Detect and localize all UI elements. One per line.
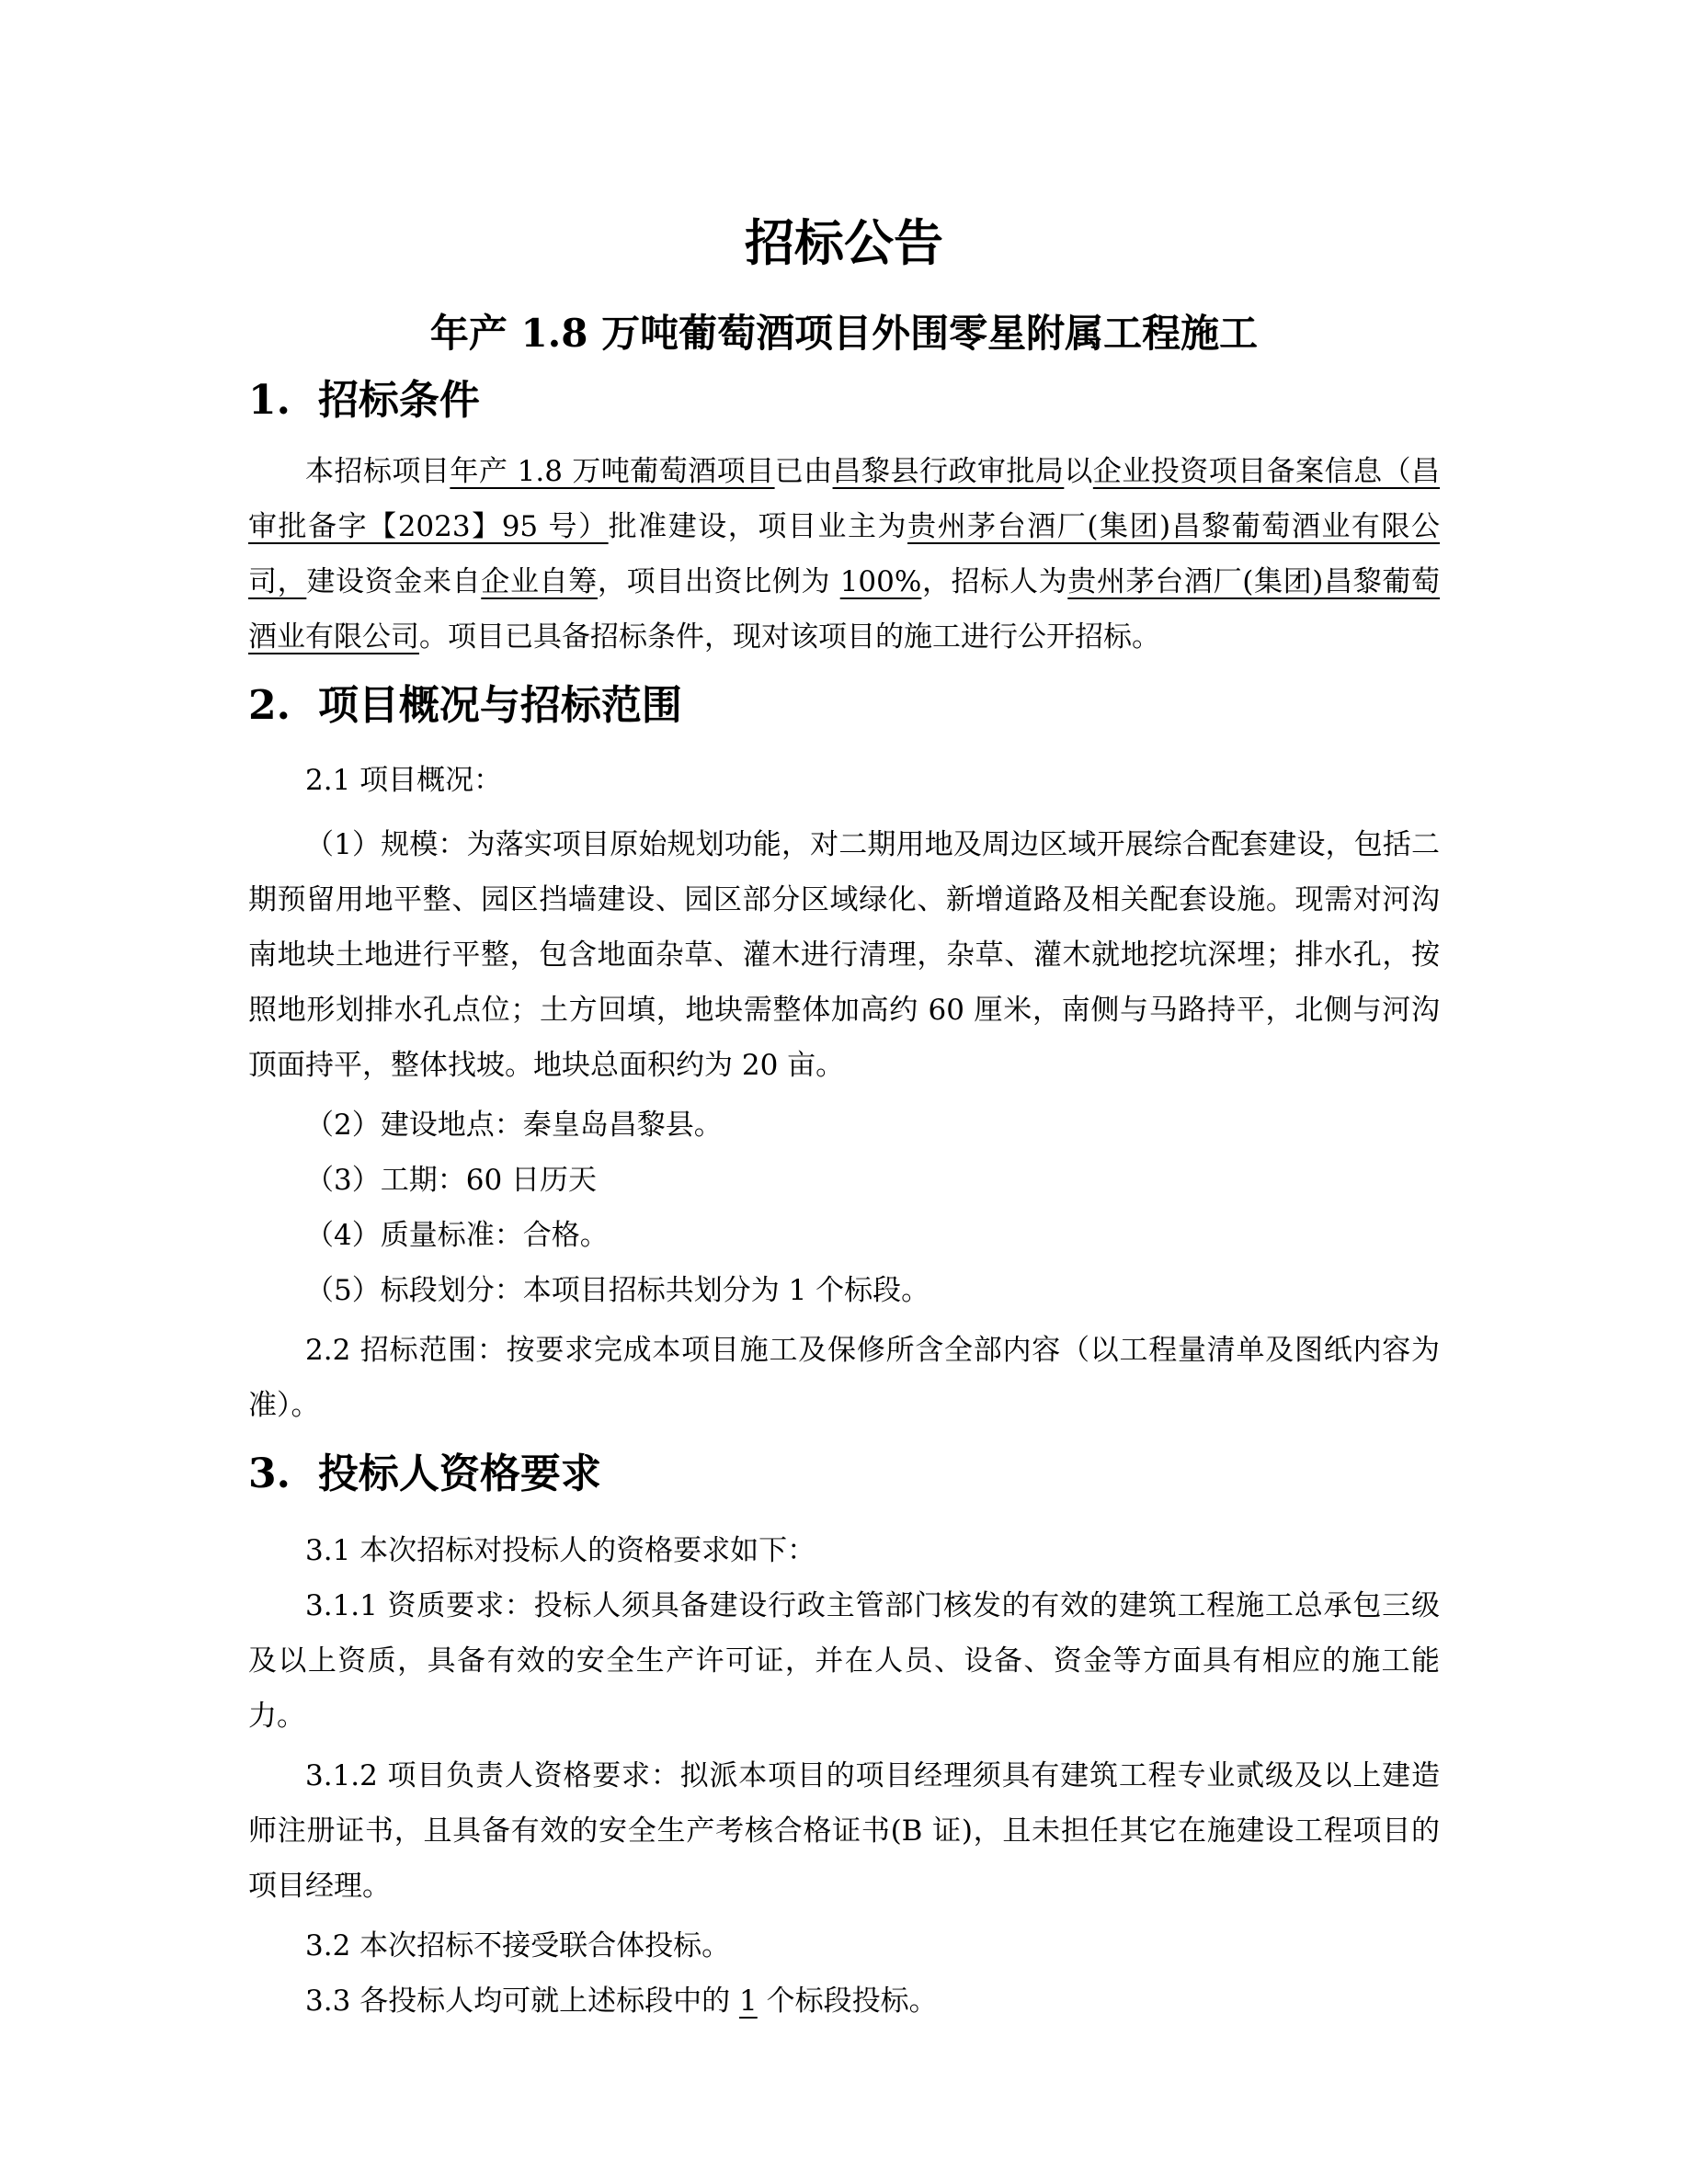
- underlined-text: 企业投资项目备案信息（昌审批备字【2023】95 号）: [248, 455, 1441, 543]
- text-run: 本招标项目: [305, 455, 451, 488]
- text-run: 3.3 各投标人均可就上述标段中的: [305, 1985, 740, 2018]
- text-run: 批准建设，项目业主为: [608, 510, 908, 543]
- section-3-title: 投标人资格要求: [317, 1450, 601, 1497]
- section-3-1-intro: 3.1 本次招标对投标人的资格要求如下：: [305, 1534, 816, 1567]
- text-run: 已由: [774, 455, 833, 488]
- text-run: ，招标人为: [921, 565, 1068, 598]
- section-3-1-1-qualification: 3.1.1 资质要求：投标人须具备建设行政主管部门核发的有效的建筑工程施工总承包三级及以上资质，具备有效的安全生产许可证，并在人员、设备、资金等方面具有相应的施工能力。: [248, 1589, 1440, 1733]
- section-1-number: 1.: [248, 377, 291, 424]
- text-run: 以: [1064, 455, 1093, 488]
- section-3-2-consortium: 3.2 本次招标不接受联合体投标。: [305, 1929, 731, 1962]
- section-2-heading: [248, 677, 1440, 734]
- underlined-text: 贵州茅台酒厂(集团)昌黎葡萄酒业有限公司，: [248, 510, 1441, 598]
- section-2-number: 2.: [248, 682, 291, 729]
- section-1-heading: [248, 372, 1440, 429]
- underlined-text: 贵州茅台酒厂(集团)昌黎葡萄酒业有限公司: [248, 565, 1441, 654]
- section-2-item-location: （2）建设地点：秦皇岛昌黎县。: [305, 1109, 723, 1142]
- text-run: 建设资金来自: [306, 565, 482, 598]
- section-2-item-lots: （5）标段划分：本项目招标共划分为 1 个标段。: [305, 1274, 930, 1307]
- section-3-3-bid: [248, 1974, 1440, 2029]
- project-subtitle: 年产 1.8 万吨葡萄酒项目外围零星附属工程施工: [429, 311, 1259, 356]
- section-2-2-scope-paragraph: 2.2 招标范围：按要求完成本项目施工及保修所含全部内容（以工程量清单及图纸内容为准）。: [248, 1334, 1440, 1422]
- section-2-title: 项目概况与招标范围: [317, 682, 682, 729]
- section-3-1-2-manager: 3.1.2 项目负责人资格要求：拟派本项目的项目经理须具有建筑工程专业贰级及以上建造师注册证书，且具备有效的安全生产考核合格证书(B 证)，且未担任其它在施建设工程项目的项目经理。: [248, 1759, 1440, 1903]
- text-run: ，项目出资比例为: [597, 565, 840, 598]
- section-1-title: 招标条件: [317, 377, 480, 424]
- text-run: 个标段投标。: [757, 1985, 938, 2018]
- underlined-text: 企业自筹: [481, 565, 598, 598]
- section-1-intro-paragraph: [248, 444, 1440, 665]
- underlined-text: 100%: [839, 565, 922, 598]
- underlined-text: 年产 1.8 万吨葡萄酒项目: [450, 455, 775, 488]
- section-2-1-overview-label: 2.1 项目概况：: [305, 764, 503, 797]
- section-2-item-quality: （4）质量标准：合格。: [305, 1219, 609, 1252]
- section-3-number: 3.: [248, 1450, 291, 1497]
- section-2-item-scale: （1）规模：为落实项目原始规划功能，对二期用地及周边区域开展综合配套建设，包括二期预留用地平整、园区挡墙建设、园区部分区域绿化、新增道路及相关配套设施。现需对河沟南地块土地进行平整，包含地面杂草、灌木进行清理，杂草、灌木就地挖坑深埋；排水孔，按照地形划排水孔点位；土方回填，地块需整体加高约 60 厘米，南侧与马路持平，北侧与河沟顶面持平，整体找坡。地块总面积约为 20 亩。: [248, 828, 1440, 1082]
- text-run: 。项目已具备招标条件，现对该项目的施工进行公开招标。: [419, 620, 1160, 654]
- section-2-item-duration: （3）工期：60 日历天: [305, 1164, 598, 1197]
- underlined-text: 1: [739, 1985, 758, 2018]
- section-3-heading: [248, 1446, 1440, 1503]
- underlined-text: 昌黎县行政审批局: [832, 455, 1065, 488]
- document-title: 招标公告: [745, 213, 943, 272]
